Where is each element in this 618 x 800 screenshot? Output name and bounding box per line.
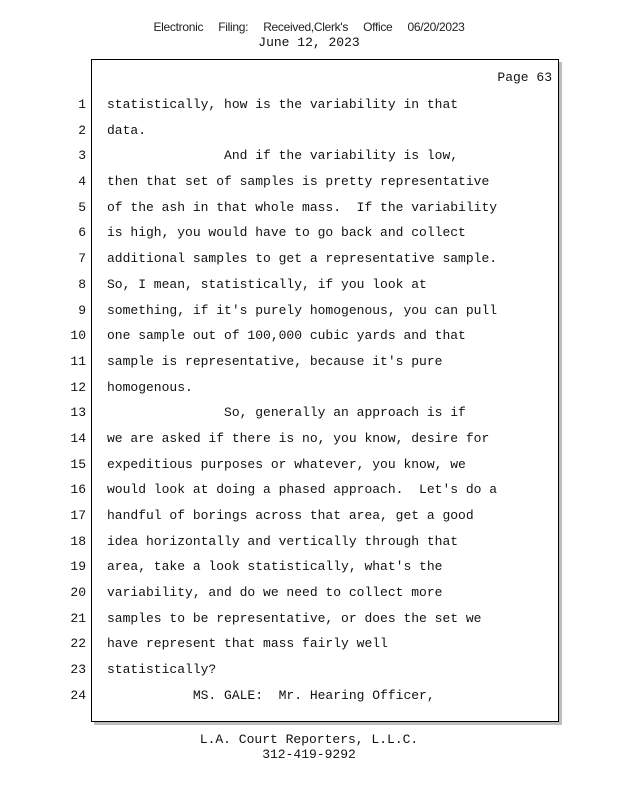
filing-word-electronic: Electronic — [153, 20, 204, 34]
line-number: 24 — [70, 687, 86, 703]
line-number: 8 — [78, 276, 86, 292]
line-number: 22 — [70, 636, 86, 652]
line-number: 4 — [78, 174, 86, 190]
line-number: 9 — [78, 302, 86, 318]
transcript-line: of the ash in that whole mass. If the variability — [107, 199, 498, 215]
line-number: 21 — [70, 610, 86, 626]
line-number: 12 — [70, 379, 86, 395]
line-number: 1 — [78, 97, 86, 112]
transcript-line: MS. GALE: Mr. Hearing Officer, — [107, 687, 435, 703]
transcript-line: we are asked if there is no, you know, desire for — [107, 430, 490, 446]
transcript-line: So, I mean, statistically, if you look at — [107, 276, 427, 292]
filing-stamp — [0, 20, 618, 34]
transcript-line: have represent that mass fairly well — [107, 636, 388, 652]
footer — [0, 732, 618, 762]
transcript-line: samples to be representative, or does the set we — [107, 610, 482, 626]
reporter-company: L.A. Court Reporters, L.L.C. — [199, 732, 419, 747]
line-number: 11 — [70, 353, 86, 369]
page-number: Page 63 — [497, 70, 552, 85]
transcript-line: variability, and do we need to collect more — [107, 585, 443, 601]
line-number: 2 — [78, 122, 86, 138]
transcript-line: one sample out of 100,000 cubic yards and that — [107, 328, 466, 344]
line-number: 7 — [78, 251, 86, 267]
line-number: 6 — [78, 225, 86, 241]
line-number: 16 — [70, 482, 86, 498]
line-number: 10 — [70, 328, 86, 344]
line-number: 20 — [70, 585, 86, 601]
line-number: 18 — [70, 533, 86, 549]
filing-word-filing: Filing: — [218, 20, 249, 34]
transcript-line: statistically? — [107, 662, 217, 678]
transcript-line: So, generally an approach is if — [107, 405, 466, 421]
reporter-phone: 312-419-9292 — [262, 747, 356, 762]
transcript-line: And if the variability is low, — [107, 148, 459, 164]
hearing-date: June 12, 2023 — [258, 35, 360, 50]
line-number: 17 — [70, 508, 86, 523]
line-number: 23 — [70, 662, 86, 678]
line-number: 3 — [78, 148, 86, 164]
line-number: 15 — [70, 456, 86, 472]
line-number-column — [60, 92, 86, 709]
line-number: 5 — [78, 199, 86, 215]
transcript-line: sample is representative, because it's pure — [107, 353, 443, 369]
filing-word-received: Received,Clerk's — [263, 20, 349, 34]
transcript-line: area, take a look statistically, what's the — [107, 559, 443, 575]
filing-date: 06/20/2023 — [407, 20, 465, 34]
transcript-line: data. — [107, 122, 147, 138]
transcript-line: handful of borings across that area, get a good — [107, 508, 474, 523]
transcript-line: idea horizontally and vertically through that — [107, 533, 459, 549]
filing-word-office: Office — [363, 20, 393, 34]
line-number: 14 — [70, 430, 86, 446]
line-number: 13 — [70, 405, 86, 421]
transcript-text — [107, 92, 547, 709]
transcript-line: statistically, how is the variability in that — [107, 97, 459, 112]
transcript-line: expeditious purposes or whatever, you know, we — [107, 456, 466, 472]
transcript-line: additional samples to get a representative sample. — [107, 251, 498, 267]
transcript-line: then that set of samples is pretty representative — [107, 174, 490, 190]
transcript-line: something, if it's purely homogenous, you can pull — [107, 302, 498, 318]
transcript-line: is high, you would have to go back and collect — [107, 225, 466, 241]
transcript-line: would look at doing a phased approach. Let's do a — [107, 482, 498, 498]
transcript-line: homogenous. — [107, 379, 193, 395]
line-number: 19 — [70, 559, 86, 575]
